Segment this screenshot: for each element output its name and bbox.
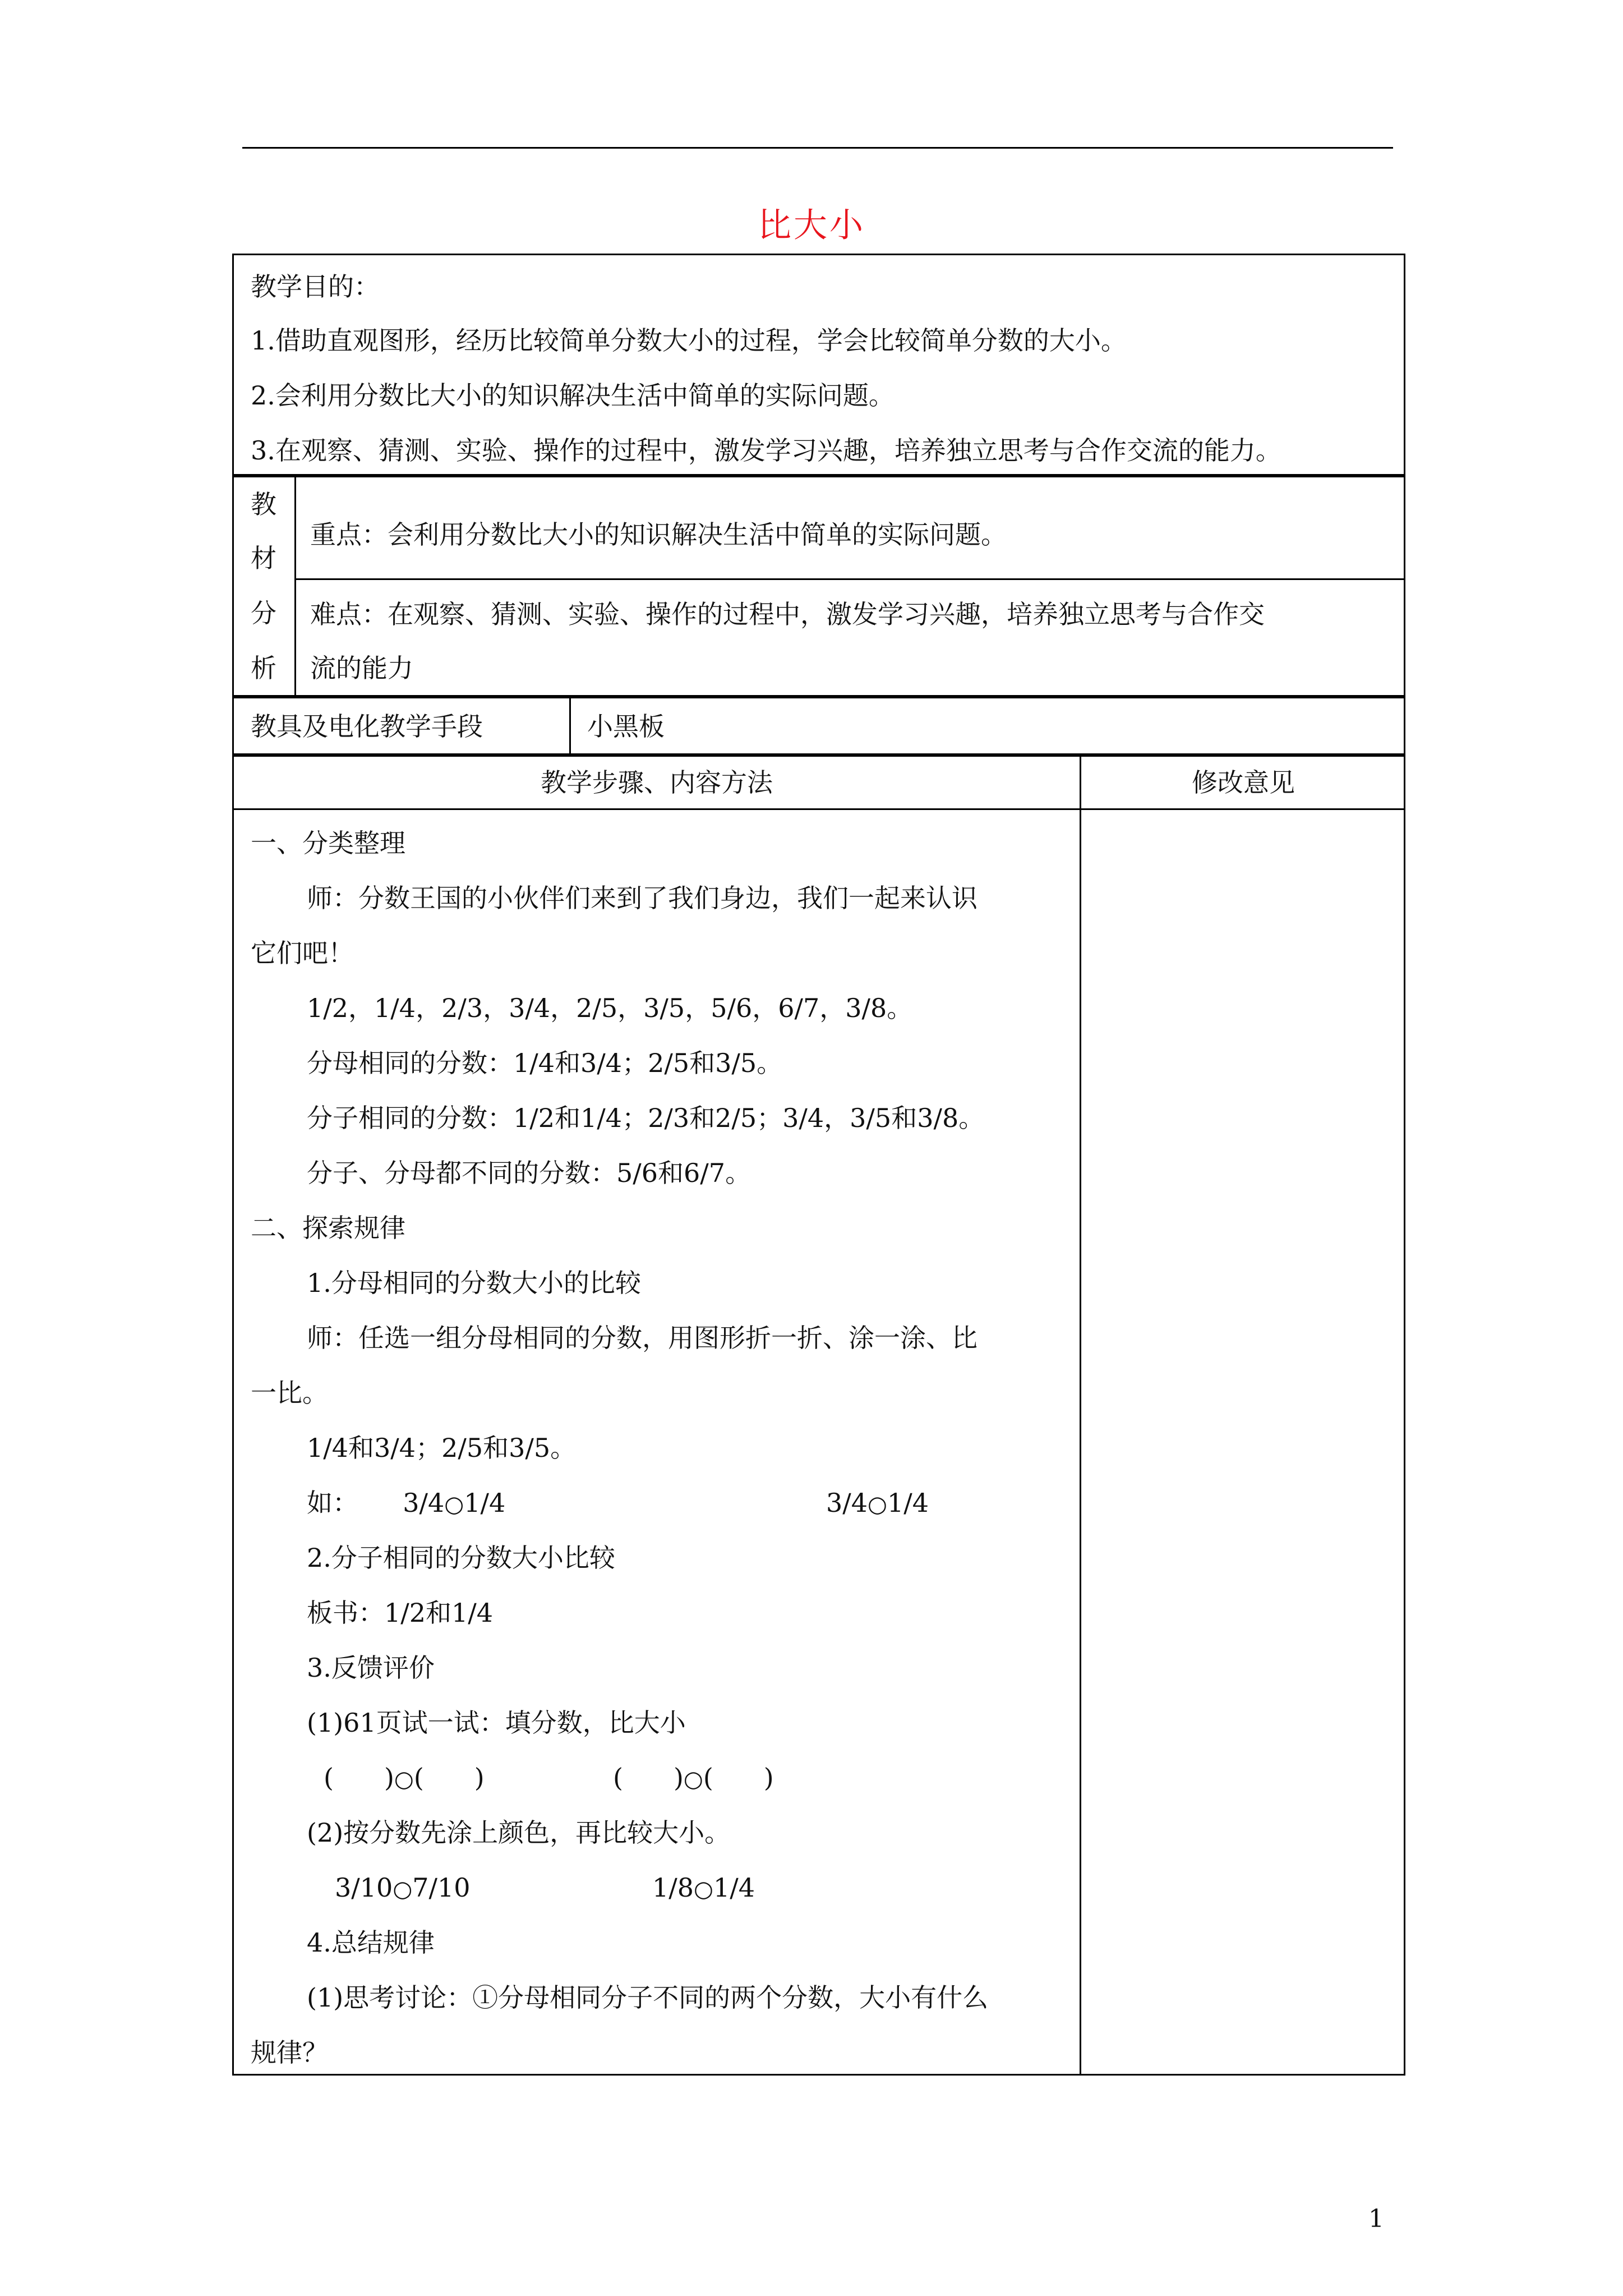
steps-column-divider bbox=[1080, 757, 1081, 2074]
steps-header-divider bbox=[234, 808, 1404, 810]
fraction: 1/4 bbox=[713, 1872, 755, 1903]
step-line: 师：任选一组分母相同的分数，用图形折一折、涂一涂、比 bbox=[307, 1323, 978, 1353]
fraction: 3/4 bbox=[403, 1488, 445, 1518]
analysis-side-char: 教 bbox=[251, 489, 276, 519]
objective-item: 1.借助直观图形，经历比较简单分数大小的过程，学会比较简单分数的大小。 bbox=[251, 325, 1127, 356]
analysis-row-divider bbox=[294, 578, 1404, 580]
compare-circle: ○ bbox=[393, 1876, 413, 1902]
color-compare bbox=[335, 1870, 471, 1907]
tools-row bbox=[232, 697, 1405, 755]
difficulty-line: 流的能力 bbox=[310, 653, 413, 683]
objective-item: 3.在观察、猜测、实验、操作的过程中，激发学习兴趣，培养独立思考与合作交流的能力。 bbox=[251, 435, 1281, 466]
example-label: 如： bbox=[307, 1488, 358, 1518]
fraction: 1/4 bbox=[887, 1488, 929, 1518]
color-compare bbox=[652, 1870, 755, 1907]
blank-compare: ( )○( ) bbox=[613, 1760, 774, 1797]
step-line: 一比。 bbox=[251, 1378, 328, 1408]
example-compare bbox=[826, 1485, 929, 1522]
step-line: 1/2，1/4，2/3，3/4，2/5，3/5，5/6，6/7，3/8。 bbox=[307, 993, 913, 1023]
fraction: 7/10 bbox=[412, 1872, 471, 1903]
compare-circle: ○ bbox=[683, 1766, 703, 1792]
step-line: 师：分数王国的小伙伴们来到了我们身边，我们一起来认识 bbox=[307, 883, 978, 913]
blank-compare: ( )○( ) bbox=[324, 1760, 485, 1797]
tools-label: 教具及电化教学手段 bbox=[251, 711, 483, 742]
step-line: (1)思考讨论：①分母相同分子不同的两个分数，大小有什么 bbox=[307, 1982, 989, 2013]
analysis-side-char: 材 bbox=[251, 543, 276, 573]
fraction: 3/4 bbox=[826, 1488, 868, 1518]
step-line: 1.分母相同的分数大小的比较 bbox=[307, 1268, 641, 1298]
section-heading: 一、分类整理 bbox=[251, 828, 405, 858]
objectives-label: 教学目的： bbox=[251, 272, 380, 302]
step-line: 2.分子相同的分数大小比较 bbox=[307, 1543, 615, 1573]
difficulty-line: 难点：在观察、猜测、实验、操作的过程中，激发学习兴趣，培养独立思考与合作交 bbox=[310, 599, 1265, 629]
step-line: 分母相同的分数：1/4和3/4；2/5和3/5。 bbox=[307, 1048, 783, 1078]
analysis-divider bbox=[294, 477, 296, 695]
steps-header-main: 教学步骤、内容方法 bbox=[541, 767, 773, 798]
tools-divider bbox=[569, 698, 571, 753]
step-line: 4.总结规律 bbox=[307, 1927, 435, 1958]
steps-table bbox=[232, 755, 1405, 2076]
step-line: 1/4和3/4；2/5和3/5。 bbox=[307, 1433, 577, 1463]
step-line: (1)61页试一试：填分数，比大小 bbox=[307, 1708, 686, 1738]
fraction: 3/10 bbox=[335, 1872, 393, 1903]
objective-item: 2.会利用分数比大小的知识解决生活中简单的实际问题。 bbox=[251, 380, 895, 411]
steps-header-side: 修改意见 bbox=[1192, 767, 1295, 798]
analysis-side-char: 分 bbox=[251, 598, 276, 628]
step-line: 它们吧！ bbox=[251, 938, 354, 968]
key-point: 重点：会利用分数比大小的知识解决生活中简单的实际问题。 bbox=[310, 519, 1007, 550]
example-line bbox=[307, 1485, 505, 1522]
fraction: 1/8 bbox=[652, 1872, 694, 1903]
page-number: 1 bbox=[1368, 2205, 1384, 2233]
step-line: 规律？ bbox=[251, 2037, 328, 2068]
analysis-section bbox=[232, 476, 1405, 697]
step-line: 板书：1/2和1/4 bbox=[307, 1598, 494, 1628]
compare-circle: ○ bbox=[444, 1492, 464, 1517]
compare-circle: ○ bbox=[694, 1876, 713, 1902]
tools-value: 小黑板 bbox=[587, 711, 665, 742]
compare-circle: ○ bbox=[868, 1492, 887, 1517]
fraction: 1/4 bbox=[464, 1488, 506, 1518]
header-rule bbox=[242, 147, 1393, 149]
step-line: 3.反馈评价 bbox=[307, 1653, 435, 1683]
analysis-side-char: 析 bbox=[251, 653, 276, 683]
step-line: (2)按分数先涂上颜色，再比较大小。 bbox=[307, 1818, 731, 1848]
page-title: 比大小 bbox=[758, 206, 865, 245]
compare-circle: ○ bbox=[394, 1766, 414, 1792]
step-line: 分子、分母都不同的分数：5/6和6/7。 bbox=[307, 1158, 751, 1188]
section-heading: 二、探索规律 bbox=[251, 1213, 405, 1243]
objectives-section bbox=[232, 254, 1405, 476]
step-line: 分子相同的分数：1/2和1/4；2/3和2/5；3/4，3/5和3/8。 bbox=[307, 1103, 985, 1133]
